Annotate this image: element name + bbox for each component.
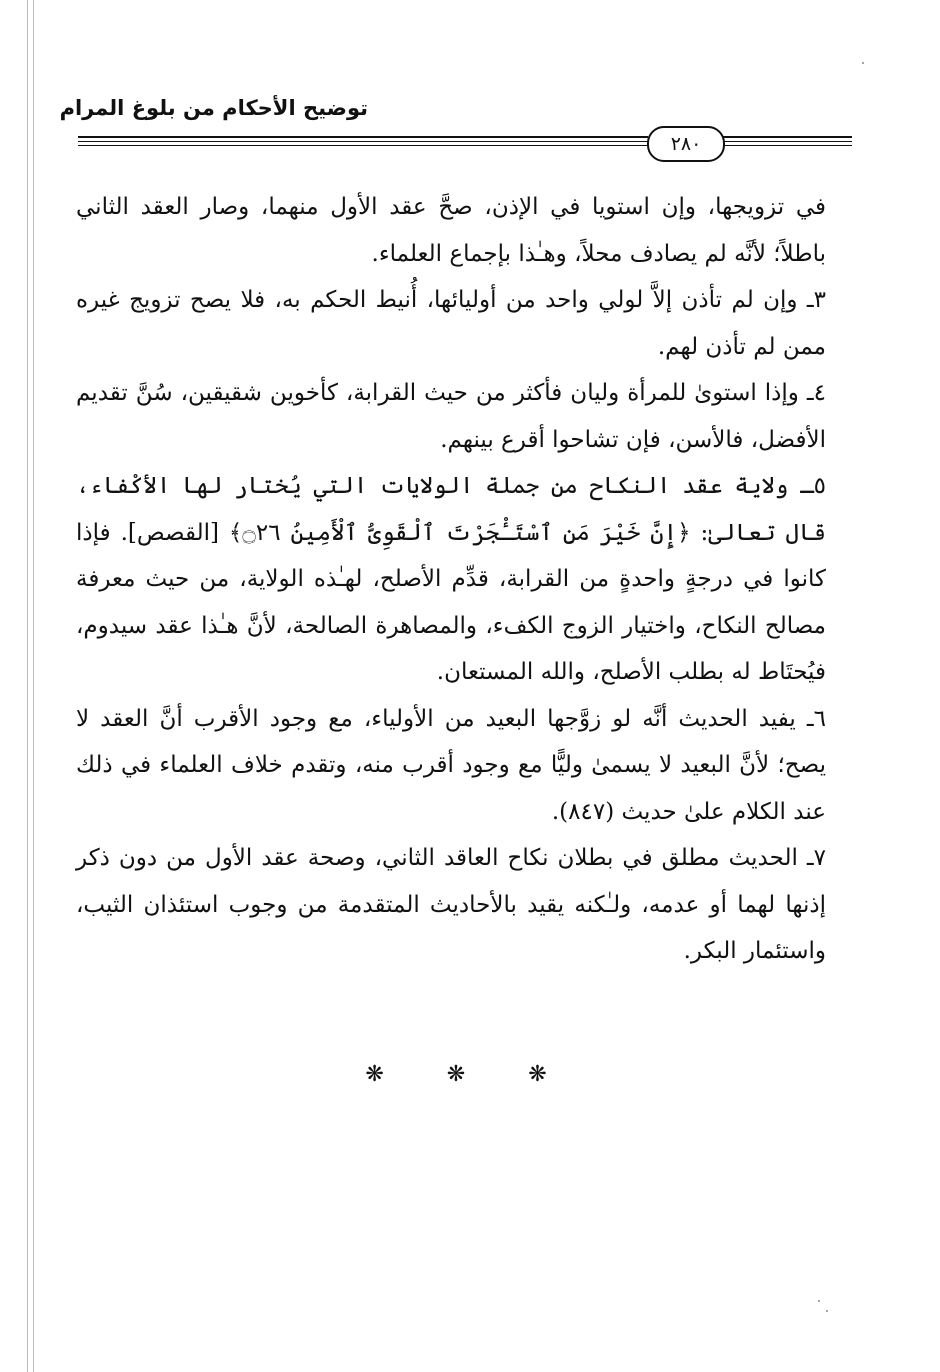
paragraph-item-7: ٧ـ الحديث مطلق في بطلان نكاح العاقد الثاني، وصحة عقد الأول من دون ذكر إذنها لهما أو عدمه، ولـٰكنه يقيد بالأحاديث المتقدمة من وجوب استئذان الثيب، واستئمار البكر. <box>76 845 826 964</box>
header-rule-left <box>78 128 648 158</box>
section-separator: ❋ ❋ ❋ <box>365 1062 575 1087</box>
page-number-text: ٢٨٠ <box>670 133 702 155</box>
running-header-title: توضيح الأحكام من بلوغ المرام <box>59 96 368 120</box>
paragraph-item-3: ٣ـ وإن لم تأذن إلاَّ لولي واحد من أوليائها، أُنيط الحكم به، فلا يصح تزويج غيره ممن لم تأذن لهم. <box>76 287 826 360</box>
header-rule-right <box>720 128 852 158</box>
paragraph-item-4: ٤ـ وإذا استوىٰ للمرأة وليان فأكثر من حيث القرابة، كأخوين شقيقين، سُنَّ تقديم الأفضل، فالأسن، فإن تشاحوا أقرع بينهم. <box>76 380 826 453</box>
scan-margin-line <box>33 0 34 1372</box>
paragraph-item-5: ٥ـ ولاية عقد النكاح من جملة الولايات التي يُختار لها الأكْفاء، قال تعالىٰ: ﴿إِنَّ خَيْرَ مَنِ ٱسْتَـْٔجَرْتَ ٱلْقَوِىُّ ٱلْأَمِينُ ۝٢٦﴾ [القصص]. فإذا كانوا في درجةٍ واحدةٍ من القرابة، قدِّم الأصلح، لهـٰذه الولاية، من حيث معرفة مصالح النكاح، واختيار الزوج الكفء، والمصاهرة الصالحة، لأنَّ هـٰذا عقد سيدوم، فيُحتَاط له بطلب الأصلح، والله المستعان. <box>76 473 826 685</box>
page-number <box>647 126 725 162</box>
scan-speck <box>818 1300 820 1302</box>
scan-margin-line <box>27 0 28 1372</box>
scan-speck <box>826 1310 828 1312</box>
paragraph-item-6: ٦ـ يفيد الحديث أنَّه لو زوَّجها البعيد من الأولياء، مع وجود الأقرب أنَّ العقد لا يصح؛ لأنَّ البعيد لا يسمىٰ وليًّا مع وجود أقرب منه، وتقدم خلاف العلماء في ذلك عند الكلام علىٰ حديث (٨٤٧). <box>76 705 826 825</box>
page-body <box>76 184 826 975</box>
paragraph: في تزويجها، وإن استويا في الإذن، صحَّ عقد الأول منهما، وصار العقد الثاني باطلاً؛ لأنَّه لم يصادف محلاً، وهـٰذا بإجماع العلماء. <box>76 194 826 267</box>
scan-speck <box>862 62 864 64</box>
